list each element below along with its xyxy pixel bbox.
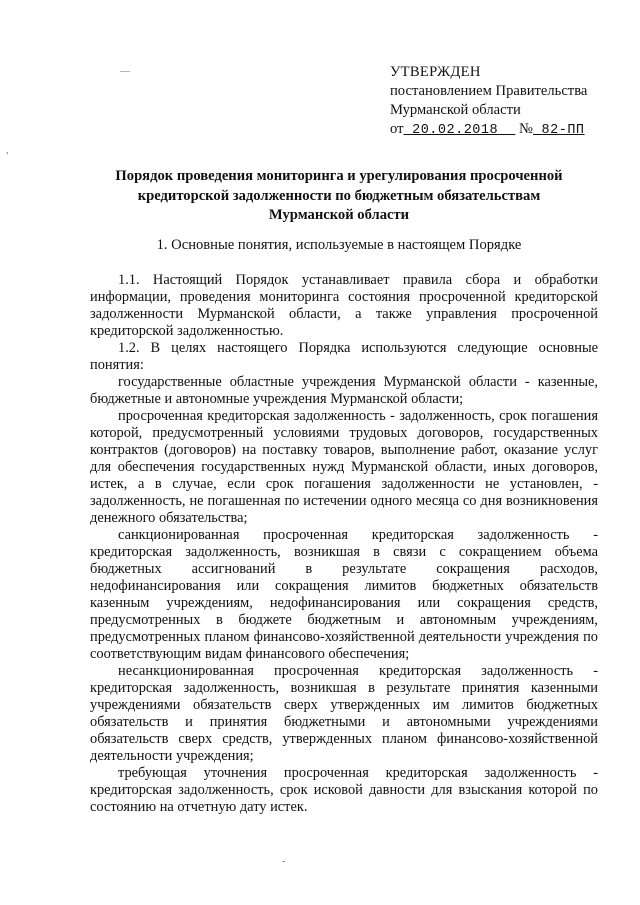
- definition-payables-requiring-clarification: требующая уточнения просроченная кредиторская задолженность - кредиторская задолженность, срок исковой давности для взыскания которой по состоянию на отчетную дату истек.: [90, 765, 598, 815]
- approval-number-sign: №: [518, 121, 533, 137]
- definition-authorized-overdue-payables: санкционированная просроченная кредиторская задолженность - кредиторская задолженность, возникшая в связи с сокращением объема бюджетных ассигнований в результате сокращения расходов, недофинансирования или сокращения лимитов бюджетных обязательств казенным учреждениям, недофинансирования или сокращения средств, предусмотренных в бюджете бюджетным и автономным учреждениям, предусмотренных планом финансово-хозяйственной деятельности учреждения по соответствующим видам финансового обеспечения;: [90, 527, 598, 662]
- approval-number: 82-ПП: [541, 123, 585, 138]
- title-line-1: Порядок проведения мониторинга и урегулирования просроченной: [115, 168, 563, 184]
- definition-state-institutions: государственные областные учреждения Мурманской области - казенные, бюджетные и автономные учреждения Мурманской области;: [90, 374, 598, 407]
- scan-mark: ,: [6, 145, 9, 156]
- title-line-2: кредиторской задолженности по бюджетным обязательствам: [137, 187, 541, 204]
- scan-mark: —: [120, 66, 130, 77]
- section-heading: 1. Основные понятия, используемые в настоящем Порядке: [156, 237, 522, 253]
- scan-mark: -: [282, 856, 286, 867]
- approval-line-2: Мурманской области: [390, 102, 521, 118]
- approval-date-prefix: от: [390, 121, 404, 137]
- approval-stamp: [390, 63, 587, 140]
- definition-unauthorized-overdue-payables: несанкционированная просроченная кредиторская задолженность - кредиторская задолженность, возникшая в результате принятия казенными учреждениями обязательств сверх утвержденных им лимитов бюджетных обязательств и принятия бюджетными и автономными учреждениями обязательств сверх средств, утвержденных планом финансово-хозяйственной деятельности учреждения;: [90, 663, 598, 764]
- approval-title: УТВЕРЖДЕН: [390, 64, 481, 80]
- paragraph-1-1: 1.1. Настоящий Порядок устанавливает правила сбора и обработки информации, проведения мониторинга состояния просроченной кредиторской задолженности Мурманской области, а также управления просроченной кредиторской задолженностью.: [90, 272, 598, 339]
- title-line-3: Мурманской области: [268, 207, 410, 223]
- approval-date-line: [390, 120, 587, 140]
- document-title: [80, 167, 598, 226]
- paragraph-1-2: 1.2. В целях настоящего Порядка используются следующие основные понятия:: [90, 340, 598, 373]
- definition-overdue-payables: просроченная кредиторская задолженность - задолженность, срок погашения которой, предусмотренный условиями трудовых договоров, государственных контрактов (договоров) на поставку товаров, выполнение работ, оказание услуг для обеспечения государственных нужд Мурманской области, иных договоров, истек, а в случае, если срок погашения задолженности не установлен, - задолженность, не погашенная по истечении одного месяца со дня возникновения денежного обязательства;: [90, 408, 598, 526]
- approval-line-1: постановлением Правительства: [390, 83, 588, 99]
- approval-date: 20.02.2018: [412, 123, 499, 138]
- document-body: [90, 272, 598, 816]
